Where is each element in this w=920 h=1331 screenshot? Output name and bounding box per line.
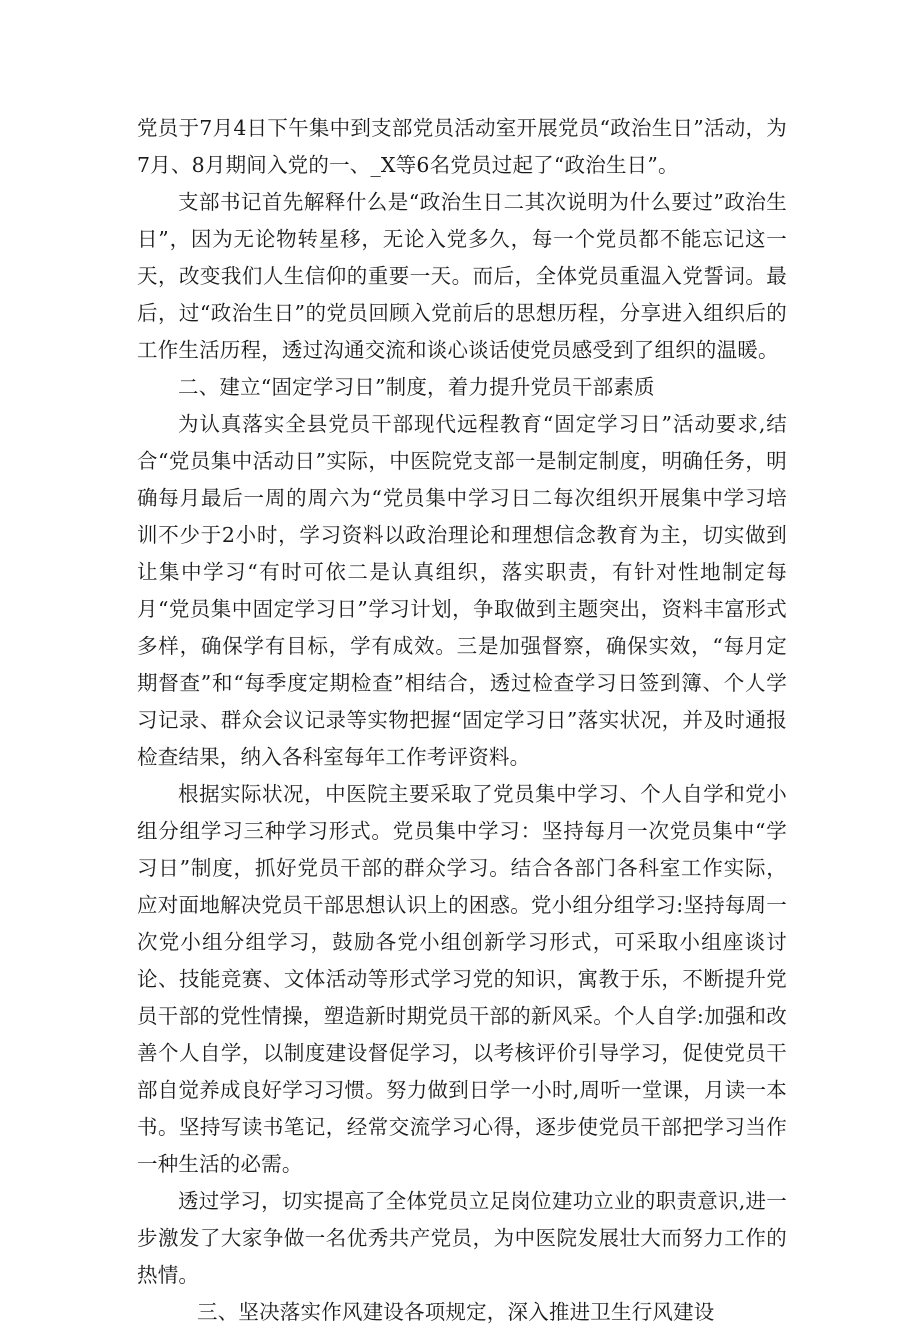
paragraph-fixed-study-day: 为认真落实全县党员干部现代远程教育“固定学习日”活动要求,结合“党员集中活动日”实际，中医院党支部一是制定制度，明确任务，明确每月最后一周的周六为“党员集中学习日二每次组织开展集中学习培训不少于2小时，学习资料以政治理论和理想信念教育为主，切实做到让集中学习“有时可依二是认真组织，落实职责，有针对性地制定每月“党员集中固定学习日”学习计划，争取做到主题突出，资料丰富形式多样，确保学有目标，学有成效。三是加强督察，确保实效，“每月定期督查”和“每季度定期检查”相结合，透过检查学习日签到簿、个人学习记录、群众会议记录等实物把握“固定学习日”落实状况，并及时通报检查结果，纳入各科室每年工作考评资料。 (137, 412, 787, 769)
paragraph-study-forms: 根据实际状况，中医院主要采取了党员集中学习、个人自学和党小组分组学习三种学习形式。党员集中学习：坚持每月一次党员集中“学习日”制度，抓好党员干部的群众学习。结合各部门各科室工作实际，应对面地解决党员干部思想认识上的困惑。党小组分组学习:坚持每周一次党小组分组学习，鼓励各党小组创新学习形式，可采取小组座谈讨论、技能竞赛、文体活动等形式学习党的知识，寓教于乐，不断提升党员干部的党性情操，塑造新时期党员干部的新风采。个人自学:加强和改善个人自学，以制度建设督促学习，以考核评价引导学习，促使党员干部自觉养成良好学习习惯。努力做到日学一小时,周听一堂课，月读一本书。坚持写读书笔记，经常交流学习心得，逐步使党员干部把学习当作一种生活的必需。 (137, 782, 787, 1176)
paragraph-political-birthday-event: 党员于7月4日下午集中到支部党员活动室开展党员“政治生日”活动，为7月、8月期间入党的一、_X等6名党员过起了“政治生日”。 (137, 116, 787, 177)
section-heading-3: 三、坚决落实作风建设各项规定，深入推进卫生行风建设 (197, 1300, 715, 1324)
document-page (137, 110, 787, 1331)
section-heading-2: 二、建立“固定学习日”制度，着力提升党员干部素质 (178, 375, 655, 399)
paragraph-study-results: 透过学习，切实提高了全体党员立足岗位建功立业的职责意识,进一步激发了大家争做一名优秀共产党员，为中医院发展壮大而努力工作的热情。 (137, 1189, 787, 1287)
paragraph-branch-secretary: 支部书记首先解释什么是“政治生日二其次说明为什么要过”政治生日”，因为无论物转星移，无论入党多久，每一个党员都不能忘记这一天，改变我们人生信仰的重要一天。而后，全体党员重温入党誓词。最后，过“政治生日”的党员回顾入党前后的思想历程，分享进入组织后的工作生活历程，透过沟通交流和谈心谈话使党员感受到了组织的温暖。 (137, 190, 787, 362)
